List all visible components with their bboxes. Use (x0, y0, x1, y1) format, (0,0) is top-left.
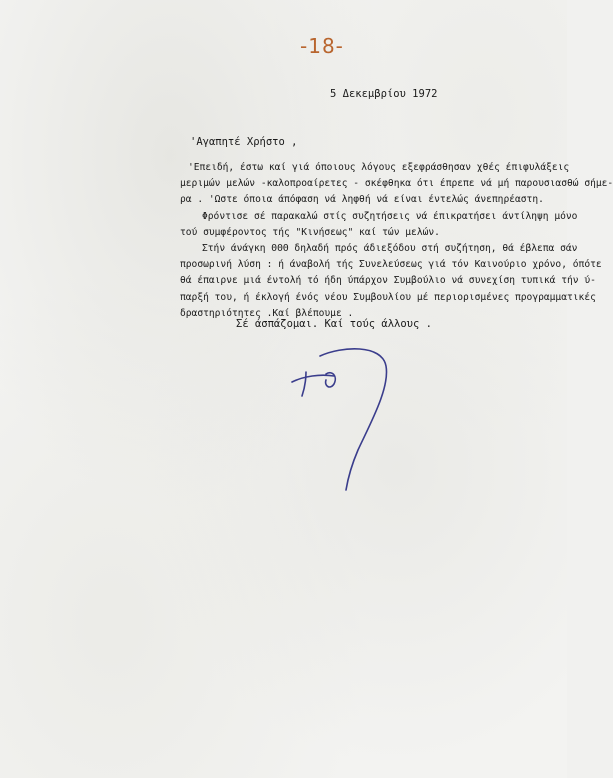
body-line: Φρόντισε σέ παρακαλώ στίς συζητήσεις νά έπικρατήσει άντίληψη μόνο (202, 210, 578, 222)
body-line: Στήν άνάγκη ΘΘΘ δηλαδή πρός άδιεξόδου στή συζήτηση, θά έβλεπα σάν (202, 243, 578, 255)
body-line: δραστηριότητες .Καί βλέπουμε . (180, 307, 354, 319)
body-line: μεριμών μελών -καλοπροαίρετες - σκέφθηκα ότι έπρεπε νά μή παρουσιασθώ σήμε- (180, 178, 613, 190)
salutation: 'Αγαπητέ Χρήστο , (190, 136, 298, 148)
letter-body (180, 160, 613, 322)
body-line: ρα . 'Ωστε όποια άπόφαση νά ληφθή νά είναι έντελώς άνεπηρέαστη. (180, 194, 544, 206)
body-line: τού συμφέροντος τής "Κινήσεως" καί τών μελών. (180, 226, 440, 238)
body-line: 'Επειδή, έστω καί γιά όποιους λόγους εξεφράσθησαν χθές έπιφυλάξεις (188, 162, 570, 173)
closing-line: Σέ άσπάζομαι. Καί τούς άλλους . (236, 318, 432, 330)
body-line: παρξή του, ή έκλογή ένός νέου Συμβουλίου μέ περιορισμένες προγραμματικές (180, 291, 596, 303)
body-line: θά έπαιρνε μιά έντολή τό ήδη ύπάρχον Συμβούλιο νά συνεχίση τυπικά τήν ύ- (180, 275, 596, 287)
handwritten-signature (282, 344, 402, 494)
letter-date: 5 Δεκεμβρίου 1972 (330, 88, 438, 100)
body-line: προσωρινή λύση : ή άναβολή τής Συνελεύσεως γιά τόν Καινούριο χρόνο, όπότε (180, 259, 602, 271)
page-number: -18- (300, 34, 344, 58)
